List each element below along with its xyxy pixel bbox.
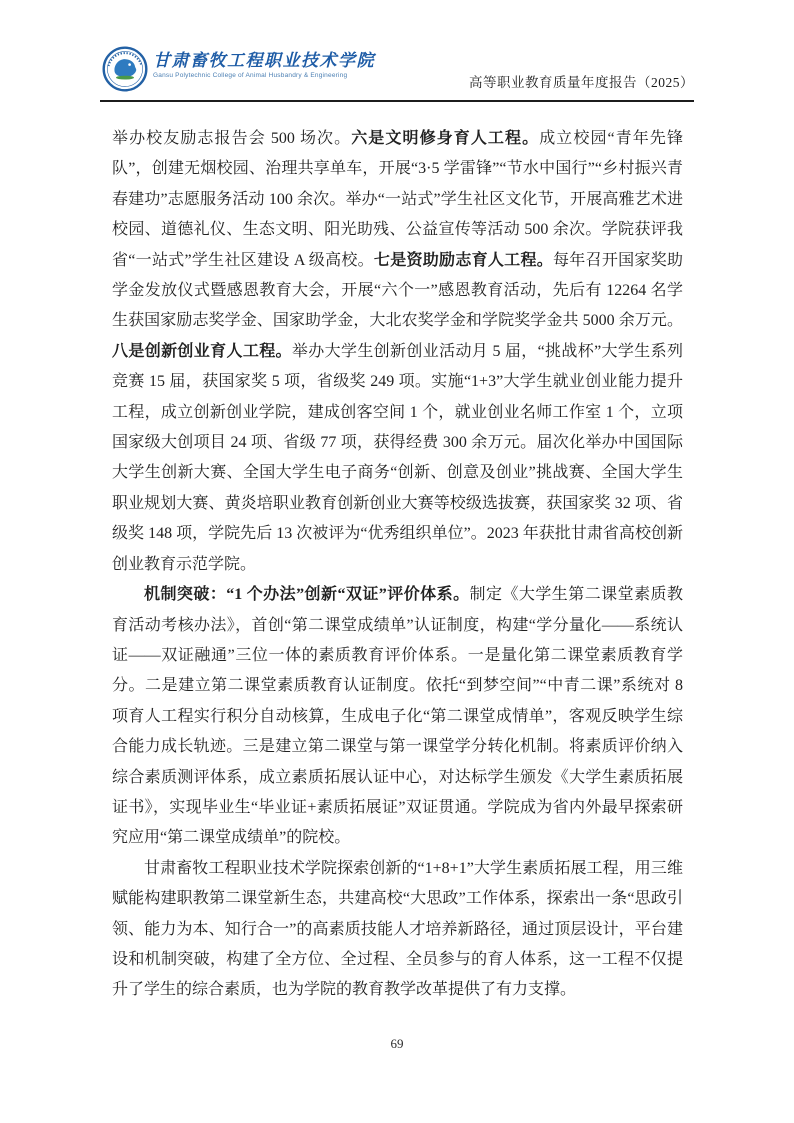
text-run: 举办大学生创新创业活动月 5 届，“挑战杯”大学生系列竞赛 15 届，获国家奖 5 项，省级奖 249 项。实施“1+3”大学生就业创业能力提升工程，成立创新创业学院，建成创客空间 1 个，就业创业名师工作室 1 个，立项国家级大创项目 24 项、省级 77 项，获得经费 300 余万元。届次化举办中国国际大学生创新大赛、全国大学生电子商务“创新、创意及创业”挑战赛、全国大学生职业规划大赛、黄炎培职业教育创新创业大赛等校级选拔赛，获国家奖 32 项、省级奖 148 项，学院先后 13 次被评为“优秀组织单位”。2023 年获批甘肃省高校创新创业教育示范学院。 bbox=[112, 342, 683, 573]
paragraph bbox=[112, 580, 683, 854]
text-run: 机制突破：“1 个办法”创新“双证”评价体系。 bbox=[144, 586, 470, 604]
school-logo-text bbox=[153, 46, 375, 81]
text-run: 每年召开国家奖助学金发放仪式暨感恩教育大会，开展“六个一”感恩教育活动，先后有 12264 名学生获国家励志奖学金、国家助学金，大北农奖学金和学院奖学金共 5000 余万元。 bbox=[112, 251, 683, 330]
school-logo bbox=[102, 46, 375, 92]
header-rule bbox=[100, 100, 694, 102]
document-body bbox=[112, 124, 683, 1006]
text-run: 制定《大学生第二课堂素质教育活动考核办法》，首创“第二课堂成绩单”认证制度，构建“学分量化——系统认证——双证融通”三位一体的素质教育评价体系。一是量化第二课堂素质教育学分。二是建立第二课堂素质教育认证制度。依托“到梦空间”“中青二课”系统对 8 项育人工程实行积分自动核算，生成电子化“第二课堂成情单”，客观反映学生综合能力成长轨迹。三是建立第二课堂与第一课堂学分转化机制。将素质评价纳入综合素质测评体系，成立素质拓展认证中心，对达标学生颁发《大学生素质拓展证书》，实现毕业生“毕业证+素质拓展证”双证贯通。学院成为省内外最早探索研究应用“第二课堂成绩单”的院校。 bbox=[112, 586, 683, 847]
text-run: 举办校友励志报告会 500 场次。 bbox=[112, 130, 352, 147]
paragraph bbox=[112, 124, 683, 580]
page-header bbox=[100, 42, 694, 100]
school-name-zh: 甘肃畜牧工程职业技术学院 bbox=[153, 51, 375, 70]
school-name-en: Gansu Polytechnic College of Animal Husbandry & Engineering bbox=[153, 72, 348, 79]
text-run: 八是创新创业育人工程。 bbox=[112, 342, 292, 360]
text-run: 甘肃畜牧工程职业技术学院探索创新的“1+8+1”大学生素质拓展工程，用三维赋能构建职教第二课堂新生态，共建高校“大思政”工作体系，探索出一条“思政引领、能力为本、知行合一”的高素质技能人才培养新路径，通过顶层设计，平台建设和机制突破，构建了全方位、全过程、全员参与的育人体系，这一工程不仅提升了学生的综合素质，也为学院的教育教学改革提供了有力支撑。 bbox=[112, 859, 683, 999]
text-run: 成立校园“青年先锋队”，创建无烟校园、治理共享单车，开展“3·5 学雷锋”“节水中国行”“乡村振兴青春建功”志愿服务活动 100 余次。举办“一站式”学生社区文化节，开展高雅艺术进校园、道德礼仪、生态文明、阳光助残、公益宣传等活动 500 余次。学院获评我省“一站式”学生社区建设 A 级高校。 bbox=[112, 130, 683, 269]
report-title: 高等职业教育质量年度报告（2025） bbox=[469, 75, 694, 90]
school-emblem-icon bbox=[102, 46, 148, 92]
text-run: 七是资助励志育人工程。 bbox=[373, 251, 554, 269]
text-run: 六是文明修身育人工程。 bbox=[351, 130, 540, 147]
page-footer bbox=[0, 1036, 794, 1052]
page-number: 69 bbox=[390, 1036, 404, 1051]
paragraph bbox=[112, 854, 683, 1006]
